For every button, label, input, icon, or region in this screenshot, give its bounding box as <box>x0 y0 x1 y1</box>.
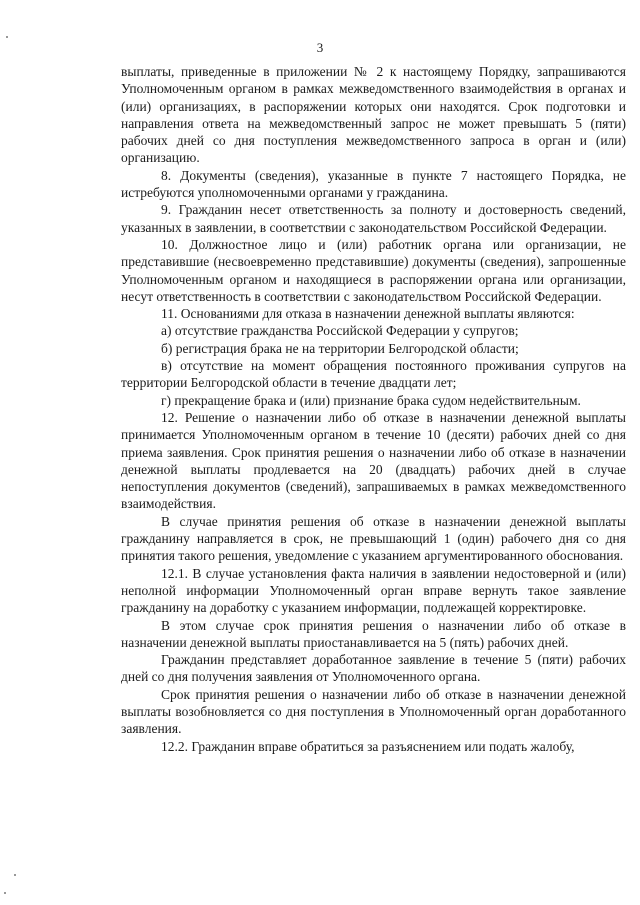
paragraph: 12. Решение о назначении либо об отказе в назначении денежной выплаты принимается Уполномоченным органом в течение 10 (десяти) рабочих дней со дня приема заявления. Срок принятия решения о назначении либо об отказе в назначении денежной выплаты продлевается на 20 (двадцать) рабочих дней в случае непоступления документов (сведений), запрашиваемых в рамках межведомственного взаимодействия. <box>121 409 626 512</box>
paragraph: г) прекращение брака и (или) признание брака судом недействительным. <box>161 392 581 408</box>
scan-speck <box>4 892 6 894</box>
paragraph: в) отсутствие на момент обращения постоянного проживания супругов на территории Белгородской области в течение двадцати лет; <box>121 358 626 391</box>
paragraph: Срок принятия решения о назначении либо об отказе в назначении денежной выплаты возобновляется со дня поступления в Уполномоченный орган доработанного заявления. <box>121 686 626 737</box>
scan-speck <box>6 36 8 38</box>
paragraph: 12.2. Гражданин вправе обратиться за разъяснением или подать жалобу, <box>161 738 575 754</box>
paragraph: В случае принятия решения об отказе в назначении денежной выплаты гражданину направляется в срок, не превышающий 1 (один) рабочего дня со дня принятия такого решения, уведомление с указанием аргументированного обоснования. <box>121 513 626 564</box>
paragraph: Гражданин представляет доработанное заявление в течение 5 (пяти) рабочих дней со дня получения заявления от Уполномоченного органа. <box>121 652 626 685</box>
paragraph: б) регистрация брака не на территории Белгородской области; <box>161 340 519 356</box>
document-body <box>121 63 626 755</box>
scan-speck <box>14 874 16 876</box>
paragraph: 10. Должностное лицо и (или) работник органа или организации, не представившие (несвоевременно представившие) документы (сведения), запрошенные Уполномоченным органом и находящиеся в распоряжении органа или организации, несут ответственность в соответствии с законодательством Российской Федерации. <box>121 236 626 304</box>
paragraph: выплаты, приведенные в приложении № 2 к настоящему Порядку, запрашиваются Уполномоченным органом в рамках межведомственного взаимодействия в органах и (или) организациях, в распоряжении которых они находятся. Срок подготовки и направления ответа на межведомственный запрос не может превышать 5 (пяти) рабочих дней со дня поступления межведомственного запроса в орган и (или) организацию. <box>121 64 626 166</box>
paragraph: В этом случае срок принятия решения о назначении либо об отказе в назначении денежной выплаты приостанавливается на 5 (пять) рабочих дней. <box>121 617 626 650</box>
paragraph: 12.1. В случае установления факта наличия в заявлении недостоверной и (или) неполной информации Уполномоченный орган вправе вернуть такое заявление гражданину на доработку с указанием информации, подлежащей корректировке. <box>121 565 626 616</box>
paragraph: а) отсутствие гражданства Российской Федерации у супругов; <box>161 323 519 339</box>
paragraph: 9. Гражданин несет ответственность за полноту и достоверность сведений, указанных в заявлении, в соответствии с законодательством Российской Федерации. <box>121 202 626 235</box>
paragraph: 8. Документы (сведения), указанные в пункте 7 настоящего Порядка, не истребуются уполномоченными органами у гражданина. <box>121 167 626 201</box>
paragraph: 11. Основаниями для отказа в назначении денежной выплаты являются: <box>161 306 575 322</box>
page-number: 3 <box>316 40 324 55</box>
